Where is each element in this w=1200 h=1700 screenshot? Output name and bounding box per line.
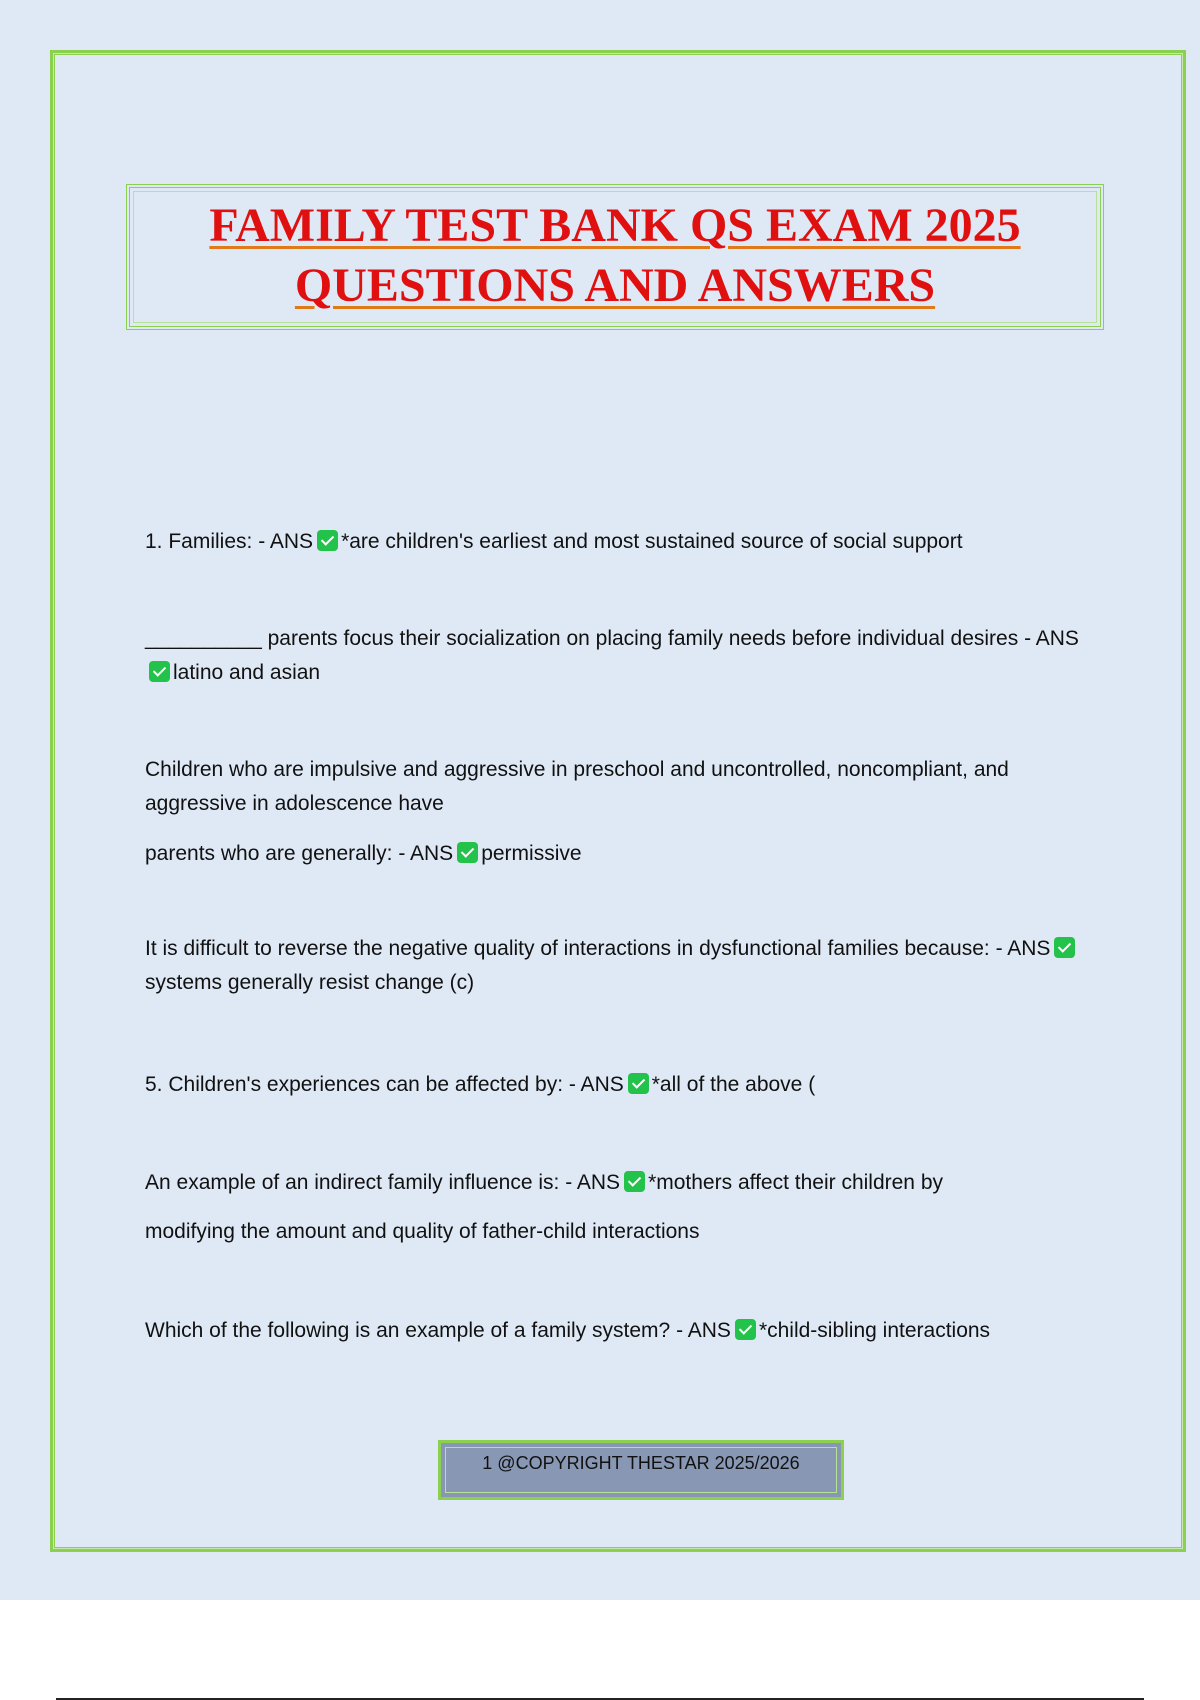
ans-marker: - ANS — [258, 530, 314, 553]
question-text: Which of the following is an example of a family system? — [145, 1319, 671, 1342]
question-text: parents who are generally: — [145, 842, 393, 865]
question-text: __________ parents focus their socialization on placing family needs before individual desires — [145, 627, 1019, 650]
answer-text: permissive — [481, 842, 582, 865]
question-prefix-text: Children who are impulsive and aggressive in preschool and uncontrolled, noncompliant, and aggressive in adolescence have — [145, 758, 1009, 815]
check-mark-icon — [1054, 937, 1075, 958]
check-mark-icon — [624, 1171, 645, 1192]
answer-text: *all of the above ( — [651, 1073, 816, 1096]
ans-marker: - ANS — [676, 1319, 731, 1342]
qa-item-1 — [145, 525, 1095, 559]
page-title-line-2: QUESTIONS AND ANSWERS — [294, 259, 936, 312]
question-text: 5. Children's experiences can be affected by: — [145, 1073, 564, 1096]
answer-text: latino and asian — [173, 661, 321, 684]
question-text: It is difficult to reverse the negative quality of interactions in dysfunctional families because: — [145, 937, 990, 960]
answer-text: *child-sibling interactions — [758, 1319, 991, 1342]
qa-item-5 — [145, 1068, 1095, 1102]
copyright-footer: 1 @COPYRIGHT THESTAR 2025/2026 — [482, 1453, 800, 1473]
question-text: 1. Families: — [145, 530, 253, 553]
qa-item-3 — [145, 753, 1095, 871]
qa-item-6 — [145, 1166, 1095, 1249]
answer-text: *mothers affect their children by — [648, 1171, 944, 1194]
ans-marker: - ANS — [565, 1171, 621, 1194]
qa-item-2 — [145, 622, 1095, 690]
title-box — [126, 184, 1104, 330]
qa-item-7 — [145, 1314, 1095, 1348]
page-title-line-1: FAMILY TEST BANK QS EXAM 2025 — [209, 199, 1021, 252]
footer-box — [438, 1440, 844, 1500]
check-mark-icon — [628, 1073, 649, 1094]
ans-marker: - ANS — [995, 937, 1051, 960]
qa-item-4 — [145, 932, 1095, 1000]
question-text: An example of an indirect family influence is: — [145, 1171, 560, 1194]
check-mark-icon — [149, 661, 170, 682]
answer-text: systems generally resist change (c) — [145, 971, 475, 994]
ans-marker: - ANS — [568, 1073, 624, 1096]
check-mark-icon — [317, 530, 338, 551]
check-mark-icon — [735, 1319, 756, 1340]
answer-continuation-text: modifying the amount and quality of father-child interactions — [145, 1220, 700, 1243]
ans-marker: - ANS — [1024, 627, 1079, 650]
answer-text: *are children's earliest and most sustained source of social support — [341, 530, 963, 553]
check-mark-icon — [457, 842, 478, 863]
ans-marker: - ANS — [398, 842, 454, 865]
